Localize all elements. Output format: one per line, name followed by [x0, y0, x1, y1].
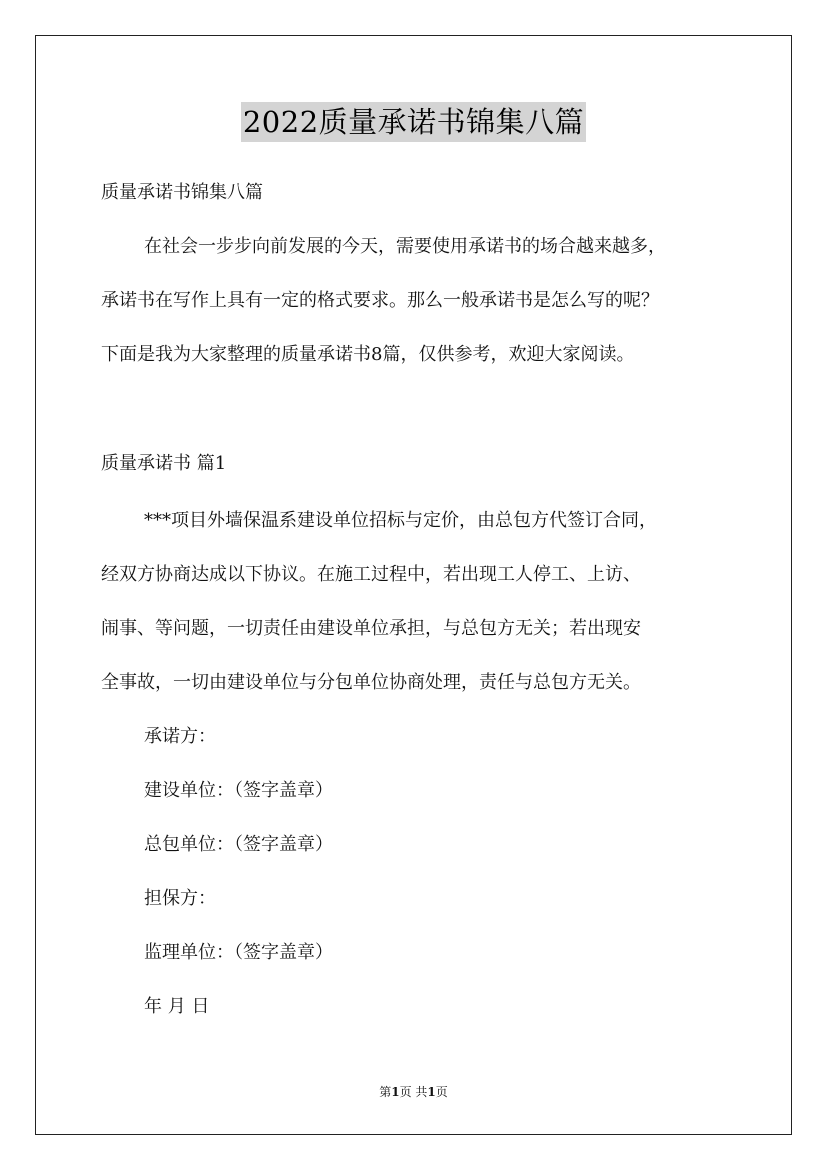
body-line-4: 全事故，一切由建设单位与分包单位协商处理，责任与总包方无关。: [101, 672, 641, 693]
construction-unit-line: 建设单位：（签字盖章）: [144, 780, 333, 801]
document-subtitle: 质量承诺书锦集八篇: [101, 182, 263, 203]
footer-page-mid: 页 共: [399, 1085, 428, 1099]
document-title: 2022质量承诺书锦集八篇: [241, 102, 586, 142]
general-contractor-line: 总包单位：（签字盖章）: [144, 834, 333, 855]
promisor-label: 承诺方：: [144, 726, 216, 747]
guarantor-label: 担保方：: [144, 888, 216, 909]
footer-page-suffix: 页: [435, 1085, 448, 1099]
intro-line-3: 下面是我为大家整理的质量承诺书8篇，仅供参考，欢迎大家阅读。: [101, 344, 635, 365]
page-footer: [0, 1084, 827, 1100]
footer-page-current: 1: [391, 1085, 400, 1099]
intro-line-1: 在社会一步步向前发展的今天，需要使用承诺书的场合越来越多，: [144, 236, 666, 257]
intro-line-2: 承诺书在写作上具有一定的格式要求。那么一般承诺书是怎么写的呢？: [101, 290, 659, 311]
footer-page-total: 1: [427, 1085, 436, 1099]
body-line-2: 经双方协商达成以下协议。在施工过程中，若出现工人停工、上访、: [101, 564, 641, 585]
section-heading: 质量承诺书 篇1: [101, 453, 227, 474]
footer-page-prefix: 第: [379, 1085, 392, 1099]
supervision-unit-line: 监理单位：（签字盖章）: [144, 942, 333, 963]
body-line-1: ***项目外墙保温系建设单位招标与定价，由总包方代签订合同，: [144, 510, 657, 531]
title-container: [0, 102, 827, 142]
date-line: 年 月 日: [144, 996, 210, 1017]
body-line-3: 闹事、等问题，一切责任由建设单位承担，与总包方无关；若出现安: [101, 618, 641, 639]
